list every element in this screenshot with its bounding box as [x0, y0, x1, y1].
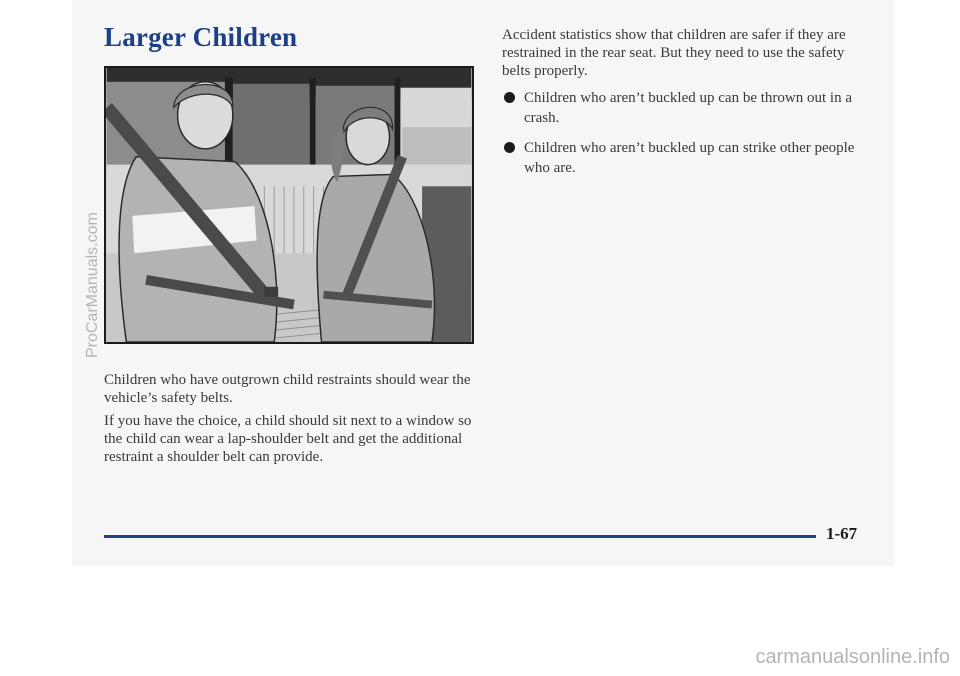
bullet-icon	[504, 142, 515, 153]
footer-rule-thin	[700, 536, 816, 537]
children-wearing-seat-belts-icon	[104, 66, 474, 344]
side-watermark: ProCarManuals.com	[84, 212, 101, 358]
page-title: Larger Children	[104, 22, 298, 52]
illustration-drawing	[106, 68, 472, 342]
left-paragraph-window-seat: If you have the choice, a child should sit next to a window so the child can wear a lap-shoulder belt and get the additional restraint a shoulder belt can provide.	[104, 413, 472, 465]
left-paragraph-outgrown: Children who have outgrown child restraints should wear the vehicle’s safety belts.	[104, 372, 471, 406]
bottom-watermark: carmanualsonline.info	[755, 646, 950, 668]
bullet-text: Children who aren’t buckled up can be thrown out in a crash.	[524, 90, 852, 126]
bullet-icon	[504, 92, 515, 103]
bullet-text: Children who aren’t buckled up can strike other people who are.	[524, 140, 855, 176]
list-item	[502, 138, 874, 178]
right-paragraph-statistics: Accident statistics show that children are safer if they are restrained in the rear seat. But they need to use the safety belts properly.	[502, 27, 846, 79]
list-item	[502, 88, 874, 128]
page-number: 1-67	[826, 524, 858, 543]
bullet-list	[502, 88, 874, 188]
